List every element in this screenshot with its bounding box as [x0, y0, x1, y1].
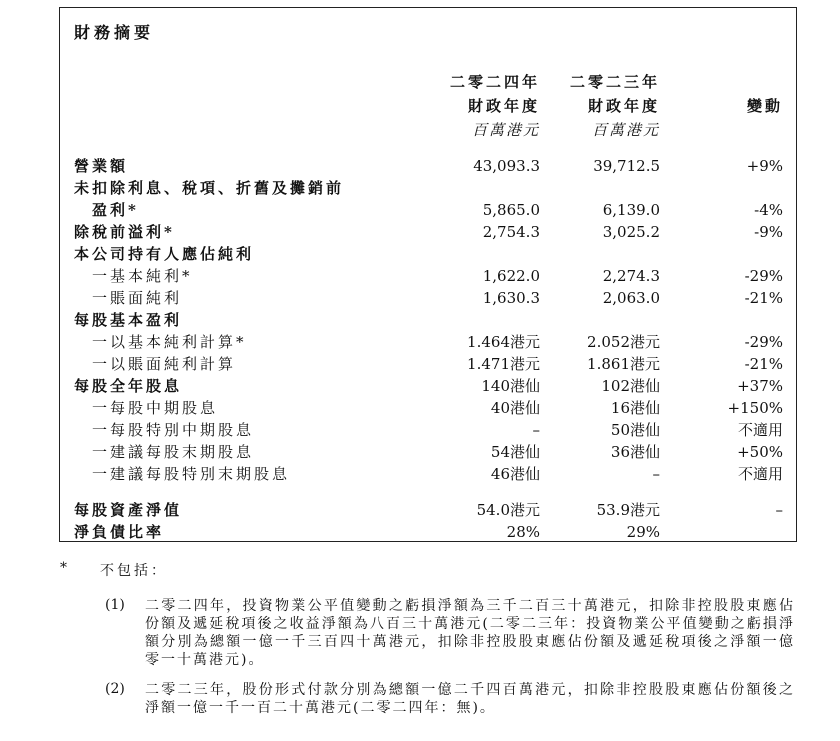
table-title: 財務摘要 — [74, 23, 155, 42]
value-2023: 1.861港元 — [587, 355, 660, 373]
value-2023: 50港仙 — [610, 421, 660, 439]
value-2024: 28% — [506, 523, 540, 541]
value-2024: 140港仙 — [481, 377, 540, 395]
change-value: +9% — [746, 157, 783, 175]
header-2023 — [505, 70, 660, 142]
value-2024: 1,622.0 — [482, 267, 540, 285]
footnote-text: 二零二三年，股份形式付款分別為總額一億二千四百萬港元，扣除非控股股東應佔份額後之淨額一億一千一百二十萬港元(二零二四年：無)。 — [145, 682, 795, 716]
table-row — [60, 499, 798, 521]
value-2023: 102港仙 — [601, 377, 660, 395]
table-row — [60, 397, 798, 419]
value-2024: 1,630.3 — [482, 289, 540, 307]
change-value: -9% — [754, 223, 783, 241]
table-row — [60, 243, 798, 265]
row-label: 一基本純利* — [92, 267, 193, 285]
table-row — [60, 265, 798, 287]
table-row — [60, 353, 798, 375]
header-2023-year: 二零二三年 — [569, 73, 660, 91]
value-2023: – — [652, 465, 660, 483]
value-2024: 54港仙 — [490, 443, 540, 461]
change-value: 不適用 — [737, 421, 783, 439]
table-row — [60, 419, 798, 441]
row-label: 一每股特別中期股息 — [92, 421, 255, 439]
header-2024-year: 二零二四年 — [449, 73, 540, 91]
value-2024: 46港仙 — [490, 465, 540, 483]
table-row — [60, 331, 798, 353]
value-2024: 54.0港元 — [476, 501, 540, 519]
value-2023: 53.9港元 — [596, 501, 660, 519]
value-2024: 40港仙 — [490, 399, 540, 417]
table-row — [60, 375, 798, 397]
footnote-star: * — [60, 560, 67, 576]
financial-summary-table — [59, 7, 797, 542]
value-2023: 16港仙 — [610, 399, 660, 417]
change-value: -21% — [744, 355, 783, 373]
row-label: 本公司持有人應佔純利 — [74, 245, 255, 263]
value-2023: 6,139.0 — [602, 201, 660, 219]
row-label: 營業額 — [74, 157, 129, 175]
table-row — [60, 177, 798, 199]
value-2024: 2,754.3 — [482, 223, 540, 241]
change-value: -21% — [744, 289, 783, 307]
table-row — [60, 521, 798, 543]
row-label: 一建議每股特別末期股息 — [92, 465, 291, 483]
header-2023-fy: 財政年度 — [587, 97, 660, 115]
value-2024: 43,093.3 — [473, 157, 540, 175]
value-2023: 2,063.0 — [602, 289, 660, 307]
change-value: -29% — [744, 267, 783, 285]
footnote-number: (2) — [105, 681, 125, 697]
table-row — [60, 221, 798, 243]
row-label: 一建議每股末期股息 — [92, 443, 255, 461]
row-label: 除稅前溢利* — [74, 223, 175, 241]
value-2023: 29% — [626, 523, 660, 541]
table-row — [60, 199, 798, 221]
value-2023: 2.052港元 — [587, 333, 660, 351]
table-row — [60, 287, 798, 309]
header-2023-unit: 百萬港元 — [591, 121, 660, 139]
footnote-excluding: 不包括： — [100, 563, 168, 579]
table-row — [60, 463, 798, 485]
table-row — [60, 309, 798, 331]
value-2024: – — [532, 421, 540, 439]
value-2023: 2,274.3 — [602, 267, 660, 285]
value-2024: 1.471港元 — [467, 355, 540, 373]
header-change: 變動 — [746, 97, 783, 115]
row-label: 未扣除利息、稅項、折舊及攤銷前 — [74, 179, 345, 197]
footnote-text: 二零二四年，投資物業公平值變動之虧損淨額為三千二百三十萬港元，扣除非控股股東應佔份額及遞延稅項後之收益淨額為八百三十萬港元(二零二三年：投資物業公平值變動之虧損淨額分別為總額一億一千三百四十萬港元，扣除非控股股東應佔份額及遞延稅項後之淨額一億零一十萬港元)。 — [145, 598, 795, 668]
row-label: 每股資產淨值 — [74, 501, 183, 519]
value-2023: 36港仙 — [610, 443, 660, 461]
table-row — [60, 155, 798, 177]
row-label: 淨負債比率 — [74, 523, 165, 541]
value-2023: 3,025.2 — [602, 223, 660, 241]
row-label: 一以賬面純利計算 — [92, 355, 237, 373]
change-value: +150% — [727, 399, 783, 417]
change-value: – — [775, 501, 783, 519]
change-value: -29% — [744, 333, 783, 351]
row-label: 每股基本盈利 — [74, 311, 183, 329]
row-label: 一每股中期股息 — [92, 399, 219, 417]
value-2023: 39,712.5 — [593, 157, 660, 175]
row-label: 盈利* — [92, 201, 139, 219]
change-value: +50% — [737, 443, 783, 461]
table-row — [60, 441, 798, 463]
header-2024-fy: 財政年度 — [467, 97, 540, 115]
footnote-number: (1) — [105, 597, 125, 613]
value-2024: 1.464港元 — [467, 333, 540, 351]
row-label: 一以基本純利計算* — [92, 333, 247, 351]
change-value: 不適用 — [737, 465, 783, 483]
value-2024: 5,865.0 — [482, 201, 540, 219]
change-value: +37% — [737, 377, 783, 395]
row-label: 一賬面純利 — [92, 289, 183, 307]
change-value: -4% — [754, 201, 783, 219]
row-label: 每股全年股息 — [74, 377, 183, 395]
header-2024-unit: 百萬港元 — [471, 121, 540, 139]
